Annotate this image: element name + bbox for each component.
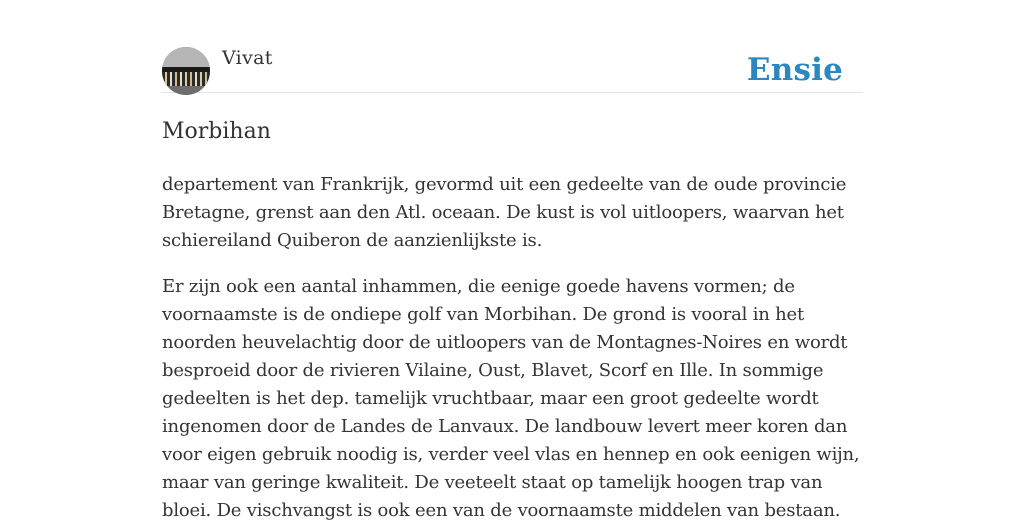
ensie-logo[interactable]: Ensie [746, 52, 843, 88]
page-container [162, 0, 862, 525]
author-name[interactable]: Vivat [222, 47, 273, 69]
article-paragraph: departement van Frankrijk, gevormd uit een gedeelte van de oude provincie Bretagne, grenst aan den Atl. oceaan. De kust is vol uitloopers, waarvan het schiereiland Quiberon de aanzienlijkste is. [162, 174, 847, 251]
bookshelf-avatar-icon [162, 47, 210, 95]
article-title: Morbihan [162, 119, 271, 144]
article-paragraph: Er zijn ook een aantal inhammen, die eenige goede havens vormen; de voornaamste is de ondiepe golf van Morbihan. De grond is vooral in het noorden heuvelachtig door de uitloopers van de Montagnes-Noires en wordt besproeid door de rivieren Vilaine, Oust, Blavet, Scorf en Ille. In sommige gedeelten is het dep. tamelijk vruchtbaar, maar een groot gedeelte wordt ingenomen door de Landes de Lanvaux. De landbouw levert meer koren dan voor eigen gebruik noodig is, verder veel vlas en hennep en ook eenigen wijn, maar van geringe kwaliteit. De veeteelt staat op tamelijk hoogen trap van bloei. De vischvangst is ook een van de voornaamste middelen van bestaan. [162, 276, 860, 521]
header [162, 0, 862, 93]
avatar[interactable] [162, 47, 210, 95]
